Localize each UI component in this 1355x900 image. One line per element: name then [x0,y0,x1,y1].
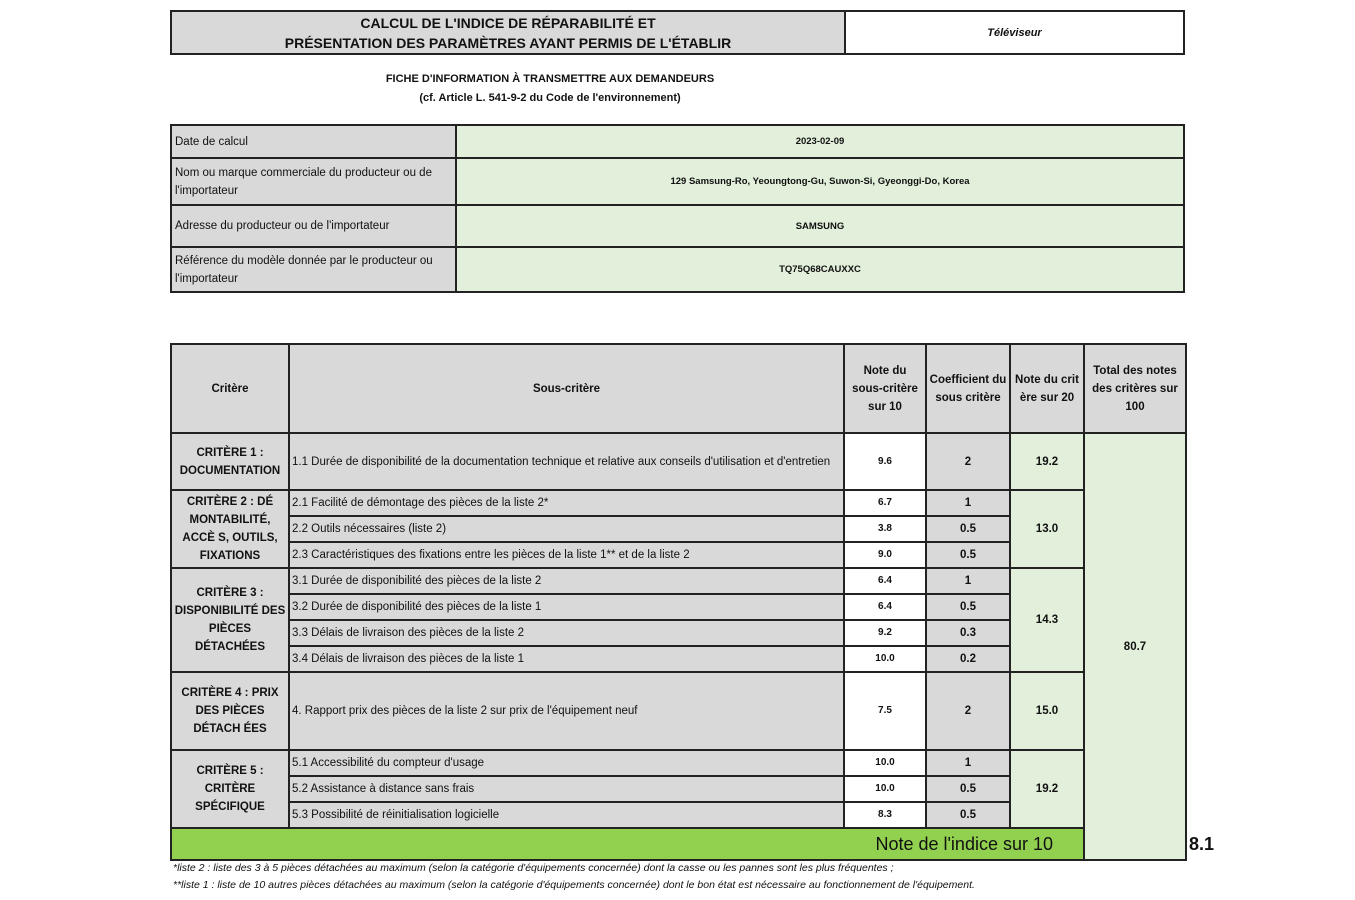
sub-criterion-label: 3.4 Délais de livraison des pièces de la liste 1 [289,646,844,672]
info-label: Nom ou marque commerciale du producteur ou de l'importateur [171,158,456,205]
legal-reference: (cf. Article L. 541-9-2 du Code de l'environnement) [419,92,681,104]
table-row [171,750,1186,776]
criterion-name: CRITÈRE 2 : DÉ MONTABILITÉ, ACCÈ S, OUTILS, FIXATIONS [171,490,289,568]
footnote-liste-1: **liste 1 : liste de 10 autres pièces détachées au maximum (selon la catégorie d'équipements concernée) dont le bon état est nécessaire au fonctionnement de l'équipement. [173,879,975,891]
criterion-score: 14.3 [1010,568,1084,672]
criterion-score: 19.2 [1010,750,1084,828]
sub-criterion-coef: 1 [926,568,1010,594]
sub-criterion-label: 5.2 Assistance à distance sans frais [289,776,844,802]
header-sous-critere: Sous-critère [289,344,844,433]
info-row [171,125,1184,158]
sub-criterion-note: 7.5 [844,672,926,750]
repairability-table [170,343,1215,861]
sub-criterion-note: 9.6 [844,433,926,490]
product-category: Téléviseur [987,26,1042,39]
sub-criterion-coef: 1 [926,490,1010,516]
sub-criterion-coef: 0.5 [926,776,1010,802]
info-table [170,124,1185,293]
sub-criterion-coef: 0.3 [926,620,1010,646]
sub-criterion-label: 3.1 Durée de disponibilité des pièces de la liste 2 [289,568,844,594]
title-line-1: CALCUL DE L'INDICE DE RÉPARABILITÉ ET [360,14,656,31]
sub-criterion-label: 2.3 Caractéristiques des fixations entre les pièces de la liste 1** et de la liste 2 [289,542,844,568]
document-header [170,10,1185,55]
criterion-score: 13.0 [1010,490,1084,568]
sub-criterion-note: 10.0 [844,646,926,672]
sub-criterion-coef: 1 [926,750,1010,776]
criterion-name: CRITÈRE 1 : DOCUMENTATION [171,433,289,490]
sub-criterion-coef: 0.5 [926,802,1010,828]
sub-criterion-label: 3.3 Délais de livraison des pièces de la liste 2 [289,620,844,646]
info-value: TQ75Q68CAUXXC [456,247,1184,292]
footnote-liste-2: *liste 2 : liste des 3 à 5 pièces détachées au maximum (selon la catégorie d'équipements concernée) dont la casse ou les pannes sont les plus fréquentes ; [173,862,894,874]
sub-criterion-coef: 0.5 [926,542,1010,568]
table-row [171,433,1186,490]
info-sheet-subtitle: FICHE D'INFORMATION À TRANSMETTRE AUX DEMANDEURS [385,73,715,85]
sub-criterion-label: 2.2 Outils nécessaires (liste 2) [289,516,844,542]
info-value: 2023-02-09 [456,125,1184,158]
criterion-name: CRITÈRE 4 : PRIX DES PIÈCES DÉTACH ÉES [171,672,289,750]
criterion-score: 15.0 [1010,672,1084,750]
table-header-row [171,344,1186,433]
sub-criterion-label: 1.1 Durée de disponibilité de la documentation technique et relative aux conseils d'utilisation et d'entretien [289,433,844,490]
table-row [171,672,1186,750]
header-critere: Critère [171,344,289,433]
header-total: Total des notes des critères sur 100 [1084,344,1186,433]
info-value: 129 Samsung-Ro, Yeoungtong-Gu, Suwon-Si, Gyeonggi-Do, Korea [456,158,1184,205]
info-row [171,158,1184,205]
sub-criterion-note: 6.7 [844,490,926,516]
sub-criterion-note: 10.0 [844,776,926,802]
sub-criterion-note: 9.0 [844,542,926,568]
total-score: 80.7 [1084,433,1186,860]
sub-criterion-label: 5.3 Possibilité de réinitialisation logicielle [289,802,844,828]
sub-criterion-note: 6.4 [844,568,926,594]
header-note-sous-critere: Note du sous-critère sur 10 [844,344,926,433]
sub-criterion-label: 2.1 Facilité de démontage des pièces de la liste 2* [289,490,844,516]
info-label: Référence du modèle donnée par le producteur ou l'importateur [171,247,456,292]
sub-criterion-note: 6.4 [844,594,926,620]
sub-criterion-note: 8.3 [844,802,926,828]
sub-criterion-note: 10.0 [844,750,926,776]
document-title [172,12,846,53]
header-note-critere: Note du crit ère sur 20 [1010,344,1084,433]
sub-criterion-coef: 2 [926,672,1010,750]
table-row [171,568,1186,594]
title-line-2: PRÉSENTATION DES PARAMÈTRES AYANT PERMIS DE L'ÉTABLIR [284,34,732,51]
header-coefficient: Coefficient du sous critère [926,344,1010,433]
sub-criterion-note: 9.2 [844,620,926,646]
info-label: Date de calcul [171,125,456,158]
sub-criterion-note: 3.8 [844,516,926,542]
info-row [171,205,1184,247]
criterion-name: CRITÈRE 3 : DISPONIBILITÉ DES PIÈCES DÉTACHÉES [171,568,289,672]
sub-criterion-label: 4. Rapport prix des pièces de la liste 2 sur prix de l'équipement neuf [289,672,844,750]
sub-criterion-coef: 0.2 [926,646,1010,672]
sub-criterion-coef: 0.5 [926,594,1010,620]
info-value: SAMSUNG [456,205,1184,247]
info-label: Adresse du producteur ou de l'importateur [171,205,456,247]
final-score-label: Note de l'indice sur 10 [171,828,1084,860]
sub-criterion-label: 5.1 Accessibilité du compteur d'usage [289,750,844,776]
sub-criterion-coef: 0.5 [926,516,1010,542]
criterion-score: 19.2 [1010,433,1084,490]
final-score-row: Note de l'indice sur 10 8.1 [171,828,1186,860]
info-row [171,247,1184,292]
sub-criterion-coef: 2 [926,433,1010,490]
table-row [171,490,1186,516]
criterion-name: CRITÈRE 5 : CRITÈRE SPÉCIFIQUE [171,750,289,828]
sub-criterion-label: 3.2 Durée de disponibilité des pièces de la liste 1 [289,594,844,620]
